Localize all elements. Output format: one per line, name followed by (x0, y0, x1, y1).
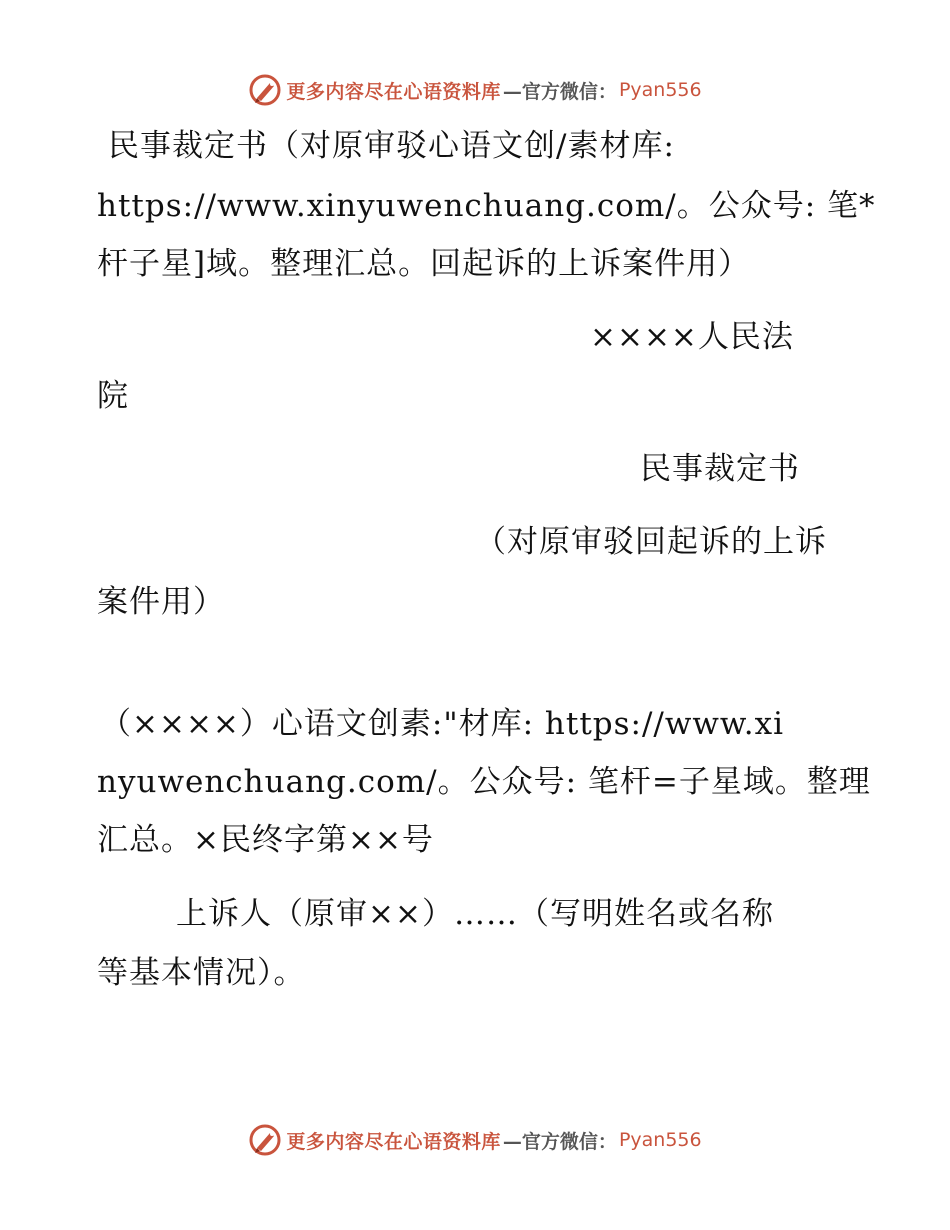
court-name-line-2: 院 (97, 378, 129, 414)
appellant-line-2: 等基本情况）。 (97, 955, 306, 991)
subheading-line-1: （对原审驳回起诉的上诉 (475, 524, 827, 560)
appellant-line-1: 上诉人（原审××）……（写明姓名或名称 (176, 896, 774, 932)
watermark-brand: 更多内容尽在心语资料库 (286, 80, 501, 103)
subheading-line-2: 案件用） (97, 584, 225, 620)
title-line-2: https://www.xinyuwenchuang.com/。公众号: 笔* (97, 188, 876, 224)
watermark-wechat-id: Pyan556 (618, 1129, 702, 1151)
title-line-3: 杆子星]域。整理汇总。回起诉的上诉案件用） (97, 246, 751, 282)
watermark-banner-bottom (0, 1120, 950, 1160)
document-heading: 民事裁定书 (640, 451, 800, 487)
pen-logo-icon (248, 73, 282, 107)
watermark-wechat-id: Pyan556 (618, 79, 702, 101)
watermark-contact-label: —官方微信： (502, 1130, 617, 1153)
case-number-line-1: （××××）心语文创素:"材库: https://www.xi (100, 706, 785, 742)
court-name-line-1: ××××人民法 (590, 319, 794, 355)
watermark-brand: 更多内容尽在心语资料库 (286, 1130, 501, 1153)
watermark-banner-top (0, 70, 950, 110)
title-line-1: 民事裁定书（对原审驳心语文创/素材库: (108, 128, 675, 164)
pen-logo-icon (248, 1123, 282, 1157)
case-number-line-3: 汇总。×民终字第××号 (97, 822, 434, 858)
watermark-contact-label: —官方微信： (502, 80, 617, 103)
case-number-line-2: nyuwenchuang.com/。公众号: 笔杆=子星域。整理 (97, 764, 871, 800)
